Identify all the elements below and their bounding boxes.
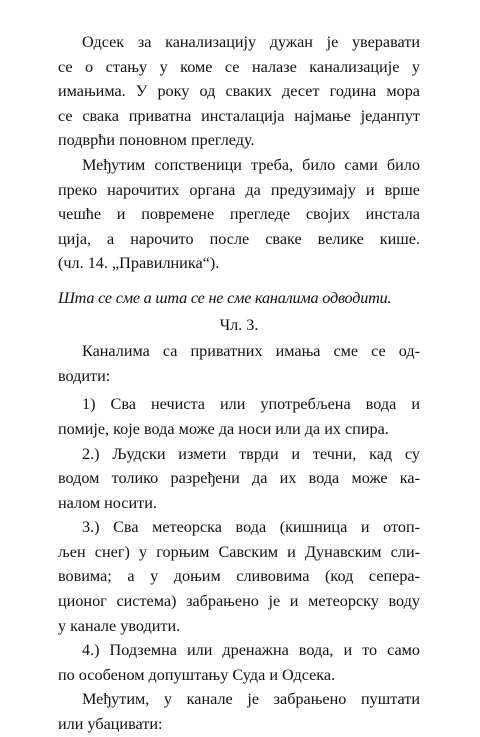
text-line: помије, које вода може да носи или да их спира.: [58, 419, 389, 438]
list-item-1: [58, 392, 420, 441]
text-line: преко нарочитих органа да предузимају и врше: [58, 180, 420, 199]
text-line: подврћи поновном прегледу.: [58, 131, 255, 150]
text-line: или убацивати:: [58, 715, 163, 734]
text-line: у канале уводити.: [58, 616, 181, 635]
section-heading: Шта се сме а шта се не сме каналима одводити.: [58, 288, 392, 307]
text-line: (чл. 14. „Правилника“).: [58, 254, 220, 273]
list-item-3: [58, 515, 420, 638]
paragraph-allowed-intro: [58, 339, 420, 388]
text-line: 4.) Подземна или дренажна вода, и то само: [82, 641, 420, 660]
article-number: Чл. 3.: [219, 315, 259, 334]
text-line: 2.) Људски измети тврди и течни, кад су: [82, 444, 420, 463]
list-item-2: [58, 442, 420, 516]
list-item-4: [58, 638, 420, 687]
text-line: налом носити.: [58, 493, 157, 512]
text-line: Каналима са приватних имања сме се од-: [82, 342, 420, 361]
text-line: имањима. У року од сваких десет година мора: [58, 82, 420, 101]
text-line: Међутим сопственици треба, било сами било: [82, 155, 420, 174]
text-line: вовима; а у доњим сливовима (код сепера-: [58, 567, 420, 586]
text-line: водити:: [58, 366, 111, 385]
document-page: [58, 30, 420, 737]
text-line: Одсек за канализацију дужан је уверавати: [82, 33, 420, 51]
text-line: Међутим, у канале је забрањено пуштати: [82, 690, 420, 709]
text-line: по особеном допуштању Суда и Одсека.: [58, 665, 336, 684]
paragraph-inspection-duty: [58, 30, 420, 153]
text-line: 1) Сва нечиста или употребљена вода и: [82, 395, 420, 414]
text-line: ција, а нарочито после сваке велике кише.: [58, 229, 420, 248]
text-line: 3.) Сва метеорска вода (кишница и отоп-: [82, 518, 420, 537]
text-line: водом толико разређени да их вода може ка-: [58, 469, 420, 488]
text-line: ционог система) забрањено је и метеорску воду: [58, 592, 420, 611]
text-line: се о стању у коме се налазе канализације у: [58, 57, 420, 76]
paragraph-prohibited-intro: [58, 687, 420, 736]
text-line: љен снег) у горњим Савским и Дунавским сли-: [58, 542, 420, 561]
text-line: се свака приватна инсталација најмање једанпут: [58, 106, 420, 125]
text-line: чешће и повремене прегледе својих инстала: [58, 205, 420, 224]
paragraph-owner-inspections: [58, 153, 420, 276]
